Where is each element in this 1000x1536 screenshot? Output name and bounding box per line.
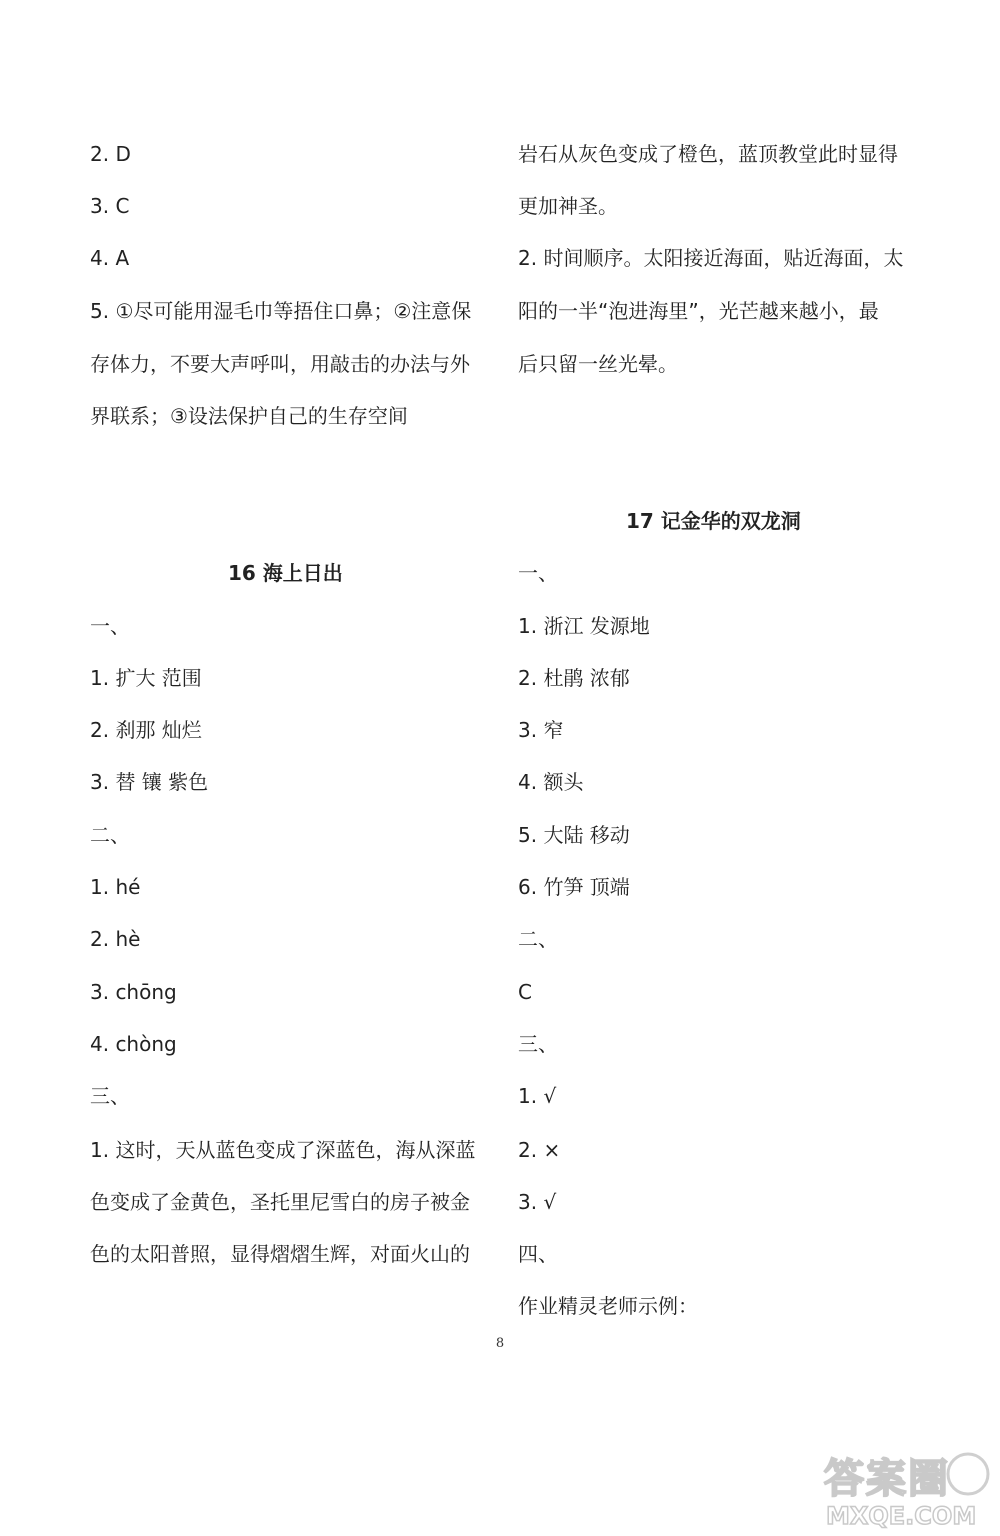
- section-marker: 一、: [518, 561, 558, 585]
- answer-line: 阳的一半“泡进海里”，光芒越来越小，最: [518, 299, 879, 323]
- answer-line: 岩石从灰色变成了橙色，蓝顶教堂此时显得: [518, 142, 898, 166]
- section-title-17: 17 记金华的双龙洞: [626, 509, 801, 533]
- answer-line: 1. 浙江 发源地: [518, 614, 650, 638]
- answer-line: 4. chòng: [90, 1032, 177, 1056]
- answer-line: 2. D: [90, 142, 131, 166]
- answer-line: 3. 替 镶 紫色: [90, 770, 209, 794]
- answer-line: 色的太阳普照，显得熠熠生辉，对面火山的: [90, 1242, 470, 1266]
- watermark-logo-text: 答案圈: [824, 1456, 950, 1502]
- answer-line: 更加神圣。: [518, 194, 618, 218]
- answer-line: 色变成了金黄色，圣托里尼雪白的房子被金: [90, 1190, 470, 1214]
- answer-line: 2. hè: [90, 927, 141, 951]
- answer-line: 1. 这时，天从蓝色变成了深蓝色，海从深蓝: [90, 1138, 476, 1162]
- watermark-logo: [822, 1444, 992, 1530]
- page-number: 8: [495, 1336, 505, 1351]
- section-marker: 四、: [518, 1242, 558, 1266]
- answer-line: 5. 大陆 移动: [518, 823, 630, 847]
- answer-line: 5. ①尽可能用湿毛巾等捂住口鼻；②注意保: [90, 299, 472, 323]
- section-marker: 二、: [90, 823, 130, 847]
- answer-line: 6. 竹笋 顶端: [518, 875, 630, 899]
- answer-line: 作业精灵老师示例：: [518, 1294, 698, 1318]
- answer-line: 1. hé: [90, 875, 141, 899]
- watermark-ring: [948, 1454, 988, 1494]
- answer-line: 3. C: [90, 194, 130, 218]
- section-marker: 三、: [90, 1084, 130, 1108]
- answer-line: 存体力，不要大声呼叫，用敲击的办法与外: [90, 352, 470, 376]
- answer-line: 2. 时间顺序。太阳接近海面，贴近海面，太: [518, 246, 904, 270]
- answer-line: 1. √: [518, 1084, 557, 1108]
- section-marker: 一、: [90, 614, 130, 638]
- answer-line: 1. 扩大 范围: [90, 666, 202, 690]
- watermark-site-text: MXQE.COM: [826, 1502, 977, 1530]
- answer-line: 2. 刹那 灿烂: [90, 718, 202, 742]
- answer-line: 2. 杜鹃 浓郁: [518, 666, 630, 690]
- answer-line: 3. √: [518, 1190, 557, 1214]
- section-title-16: 16 海上日出: [228, 561, 343, 585]
- answer-line: 界联系；③设法保护自己的生存空间: [90, 404, 408, 428]
- answer-line: C: [518, 980, 532, 1004]
- answer-line: 后只留一丝光晕。: [518, 352, 678, 376]
- answer-line: 4. A: [90, 246, 130, 270]
- section-marker: 三、: [518, 1032, 558, 1056]
- section-marker: 二、: [518, 927, 558, 951]
- answer-line: 2. ×: [518, 1138, 561, 1162]
- answer-line: 4. 额头: [518, 770, 584, 794]
- answer-line: 3. 窄: [518, 718, 564, 742]
- answer-line: 3. chōng: [90, 980, 177, 1004]
- watermark-logo-mark: [824, 1454, 988, 1502]
